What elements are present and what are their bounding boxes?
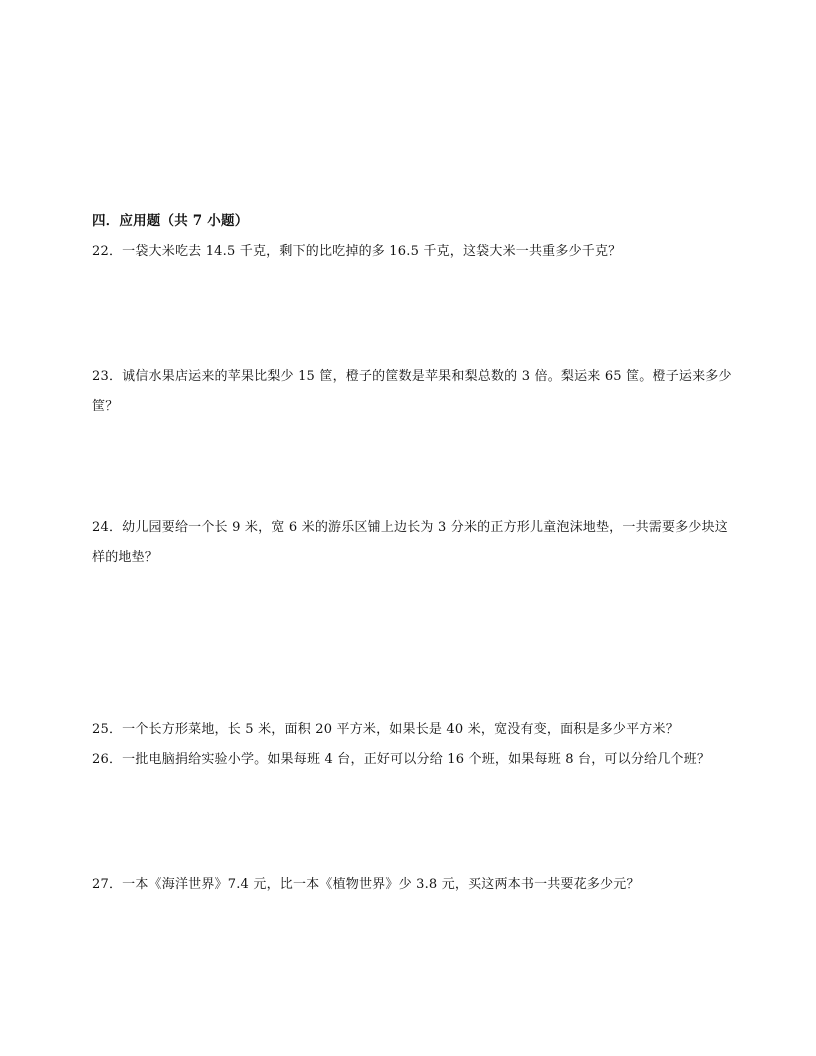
question-text: 一袋大米吃去 14.5 千克，剩下的比吃掉的多 16.5 千克，这袋大米一共重多少千克？	[122, 244, 622, 259]
question-text: 诚信水果店运来的苹果比梨少 15 筐，橙子的筐数是苹果和梨总数的 3 倍。梨运来 65 筐。橙子运来多少筐？	[92, 369, 732, 414]
question-text: 一本《海洋世界》7.4 元，比一本《植物世界》少 3.8 元，买这两本书一共要花多少元？	[122, 877, 640, 892]
question-number: 23．	[92, 369, 123, 384]
question-number: 25．	[92, 722, 123, 737]
question-27	[92, 870, 732, 900]
question-23	[92, 362, 732, 422]
question-number: 26．	[92, 752, 123, 767]
question-text: 一批电脑捐给实验小学。如果每班 4 台，正好可以分给 16 个班，如果每班 8 台，可以分给几个班？	[122, 752, 711, 767]
question-24	[92, 513, 732, 573]
question-22	[92, 237, 732, 267]
question-text: 一个长方形菜地，长 5 米，面积 20 平方米，如果长是 40 米，宽没有变，面积是多少平方米？	[122, 722, 679, 737]
question-25	[92, 715, 732, 745]
question-text: 幼儿园要给一个长 9 米，宽 6 米的游乐区铺上边长为 3 分米的正方形儿童泡沫地垫，一共需要多少块这样的地垫？	[92, 520, 728, 565]
question-number: 27．	[92, 877, 123, 892]
question-number: 22．	[92, 244, 123, 259]
question-number: 24．	[92, 520, 123, 535]
section-heading: 四．应用题（共 7 小题）	[92, 213, 249, 229]
question-26	[92, 745, 732, 775]
